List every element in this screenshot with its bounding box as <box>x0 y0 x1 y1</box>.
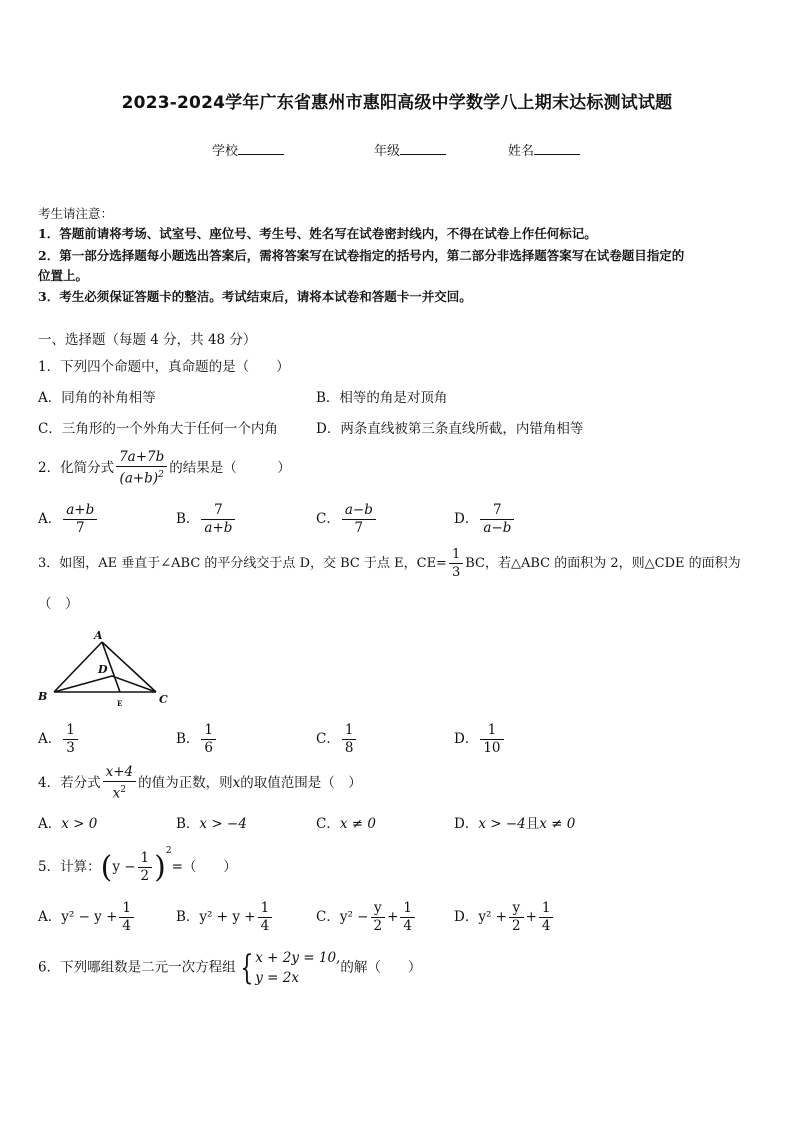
q4-c-letter: C． <box>316 816 340 832</box>
q5-d-den: 4 <box>541 918 551 934</box>
q2-c-num: a−b <box>342 502 376 520</box>
q4-exponent: 2 <box>120 785 127 795</box>
q5-suffix: =（ ） <box>171 859 237 875</box>
q5-option-b[interactable] <box>176 900 274 935</box>
q4-b-letter: B． <box>176 816 200 832</box>
q3-c-den: 8 <box>344 740 354 756</box>
q3-a-num: 1 <box>63 722 78 740</box>
q3-paren: （ ） <box>38 596 79 612</box>
q2-d-num: 7 <box>480 502 514 520</box>
q5-stem <box>38 846 237 885</box>
q3-d-den: 10 <box>483 740 501 756</box>
q3-b-num: 1 <box>201 722 216 740</box>
q5-frac-num: 1 <box>138 850 153 868</box>
q1-stem: 1．下列四个命题中，真命题的是（ ） <box>38 359 290 375</box>
q2-prefix: 2．化简分式 <box>38 459 115 476</box>
label-c: C <box>159 693 168 706</box>
school-blank[interactable] <box>238 142 284 155</box>
school-field[interactable] <box>212 140 284 159</box>
q5-d-letter: D． <box>454 909 479 925</box>
q5-d-num: 1 <box>539 900 554 918</box>
q4-denominator: x <box>112 785 121 802</box>
q4-a-text: x > 0 <box>61 816 98 832</box>
q5-c-ynum: y <box>371 900 386 918</box>
q1-option-b[interactable]: B．相等的角是对顶角 <box>316 390 448 406</box>
page-title: 2023-2024学年广东省惠州市惠阳高级中学数学八上期末达标测试试题 <box>121 93 673 113</box>
q3-option-d[interactable] <box>454 722 506 757</box>
name-blank[interactable] <box>534 142 580 155</box>
q3-a-letter: A． <box>38 731 62 747</box>
segment-ab <box>54 642 102 692</box>
notice-item-1: 1．答题前请将考场、试室号、座位号、考生号、姓名写在试卷密封线内，不得在试卷上作任何标记。 <box>38 226 597 241</box>
q2-exponent: 2 <box>158 470 164 480</box>
q4-d-and: 且 <box>525 816 540 832</box>
q4-d-part2: x ≠ 0 <box>539 816 576 832</box>
q5-c-num: 1 <box>400 900 415 918</box>
q5-b-den: 4 <box>260 918 270 934</box>
q1-option-c[interactable]: C．三角形的一个外角大于任何一个内角 <box>38 421 278 437</box>
q6-equation-2: y = 2x <box>255 970 299 986</box>
notice-item-2: 2．第一部分选择题每小题选出答案后，需将答案写在试卷指定的括号内，第二部分非选择题答案写在试卷题目指定的 <box>38 248 685 263</box>
q5-d-plus: + <box>525 909 537 925</box>
q5-a-text: y² − y + <box>61 909 118 925</box>
name-label: 姓名 <box>508 144 535 159</box>
q3-frac-num: 1 <box>449 546 463 564</box>
q3-triangle-figure <box>36 628 176 710</box>
label-b: B <box>38 690 48 703</box>
q2-a-num: a+b <box>63 502 97 520</box>
notice-item-3: 3．考生必须保证答题卡的整洁。考试结束后，请将本试卷和答题卡一并交回。 <box>38 289 472 304</box>
q3-option-c[interactable] <box>316 722 358 757</box>
q5-c-yden: 2 <box>373 918 383 934</box>
q5-inner: y − <box>112 859 136 875</box>
q4-variable: x <box>232 774 241 791</box>
q2-a-den: 7 <box>75 520 85 536</box>
q6-brace: { <box>239 948 253 988</box>
q4-option-b[interactable] <box>176 812 247 832</box>
q2-b-den: a+b <box>204 520 233 536</box>
q4-stem <box>38 764 362 803</box>
grade-blank[interactable] <box>400 142 446 155</box>
q5-frac-den: 2 <box>140 868 150 884</box>
q1-option-a[interactable]: A．同角的补角相等 <box>38 390 156 406</box>
q1-option-d[interactable]: D．两条直线被第三条直线所截，内错角相等 <box>316 421 584 437</box>
segment-ac <box>102 642 156 692</box>
q4-prefix: 4．若分式 <box>38 774 101 791</box>
q5-prefix: 5．计算： <box>38 859 101 875</box>
q5-exponent: 2 <box>165 846 172 856</box>
label-d: D <box>98 663 108 676</box>
q2-option-a[interactable] <box>38 502 99 537</box>
q2-option-c[interactable] <box>316 502 378 537</box>
q5-a-letter: A． <box>38 909 62 925</box>
q6-equation-system <box>255 948 340 988</box>
q5-b-letter: B． <box>176 909 200 925</box>
q2-c-den: 7 <box>354 520 364 536</box>
grade-label: 年级 <box>374 144 401 159</box>
q5-option-a[interactable] <box>38 900 136 935</box>
q4-middle: 的值为正数，则 <box>138 774 233 791</box>
q4-c-text: x ≠ 0 <box>339 816 376 832</box>
q4-suffix: 的取值范围是（ ） <box>240 774 362 791</box>
q2-a-letter: A． <box>38 511 62 527</box>
q4-numerator: x+4 <box>103 764 137 782</box>
q2-option-b[interactable] <box>176 502 237 537</box>
q4-a-letter: A． <box>38 816 62 832</box>
q5-option-c[interactable] <box>316 900 417 935</box>
q2-option-d[interactable] <box>454 502 516 537</box>
q3-c-num: 1 <box>342 722 357 740</box>
q3-a-den: 3 <box>66 740 75 756</box>
q5-c-plus: + <box>387 909 399 925</box>
q2-c-letter: C． <box>316 511 340 527</box>
q5-d-ynum: y <box>509 900 524 918</box>
q4-d-part1: x > −4 <box>478 816 526 832</box>
q5-a-num: 1 <box>119 900 134 918</box>
q6-stem <box>38 948 421 988</box>
q2-b-num: 7 <box>201 502 235 520</box>
section-heading: 一、选择题（每题 4 分，共 48 分） <box>38 332 257 348</box>
q2-d-letter: D． <box>454 511 479 527</box>
q5-left-paren: ( <box>100 850 113 885</box>
grade-field[interactable] <box>374 140 446 159</box>
q3-stem <box>38 546 741 581</box>
q3-part2: BC，若△ABC 的面积为 2，则△CDE 的面积为 <box>465 556 741 571</box>
q4-option-c[interactable] <box>316 812 376 832</box>
q4-b-text: x > −4 <box>199 816 247 832</box>
notice-item-2-cont: 位置上。 <box>38 268 89 283</box>
q2-stem <box>38 449 291 488</box>
q4-d-letter: D． <box>454 816 479 832</box>
q5-right-paren: ) <box>154 850 166 885</box>
q2-b-letter: B． <box>176 511 200 527</box>
label-a: A <box>94 629 103 642</box>
q3-option-a[interactable] <box>38 722 80 757</box>
q6-suffix: 的解（ ） <box>340 959 422 976</box>
q4-option-a[interactable] <box>38 812 97 832</box>
q6-prefix: 6．下列哪组数是二元一次方程组 <box>38 959 236 976</box>
q3-part1: 3．如图，AE 垂直于∠ABC 的平分线交于点 D，交 BC 于点 E，CE= <box>38 556 447 571</box>
q5-option-d[interactable] <box>454 900 555 935</box>
q2-denominator: (a+b) <box>119 470 159 487</box>
q5-c-text: y² − <box>339 909 369 925</box>
q5-b-num: 1 <box>258 900 273 918</box>
q3-c-letter: C． <box>316 731 340 747</box>
label-e: E <box>117 699 123 708</box>
q2-fraction <box>116 449 167 488</box>
q3-d-letter: D． <box>454 731 479 747</box>
q3-frac-den: 3 <box>451 565 461 580</box>
name-field[interactable] <box>508 140 580 159</box>
q5-b-text: y² + y + <box>199 909 256 925</box>
q2-suffix: 的结果是（ ） <box>169 459 291 476</box>
q3-b-den: 6 <box>204 740 214 756</box>
q2-numerator: 7a+7b <box>116 449 167 467</box>
notice-heading: 考生请注意： <box>38 206 114 221</box>
school-label: 学校 <box>212 144 239 159</box>
q5-d-yden: 2 <box>511 918 521 934</box>
q5-a-den: 4 <box>122 918 132 934</box>
q2-d-den: a−b <box>483 520 512 536</box>
q4-option-d[interactable] <box>454 812 575 832</box>
q3-d-num: 1 <box>480 722 503 740</box>
q5-c-den: 4 <box>403 918 412 934</box>
q3-option-b[interactable] <box>176 722 218 757</box>
q3-b-letter: B． <box>176 731 200 747</box>
q5-c-letter: C． <box>316 909 340 925</box>
q5-d-text: y² + <box>478 909 507 925</box>
q6-equation-1: x + 2y = 10, <box>255 950 341 966</box>
